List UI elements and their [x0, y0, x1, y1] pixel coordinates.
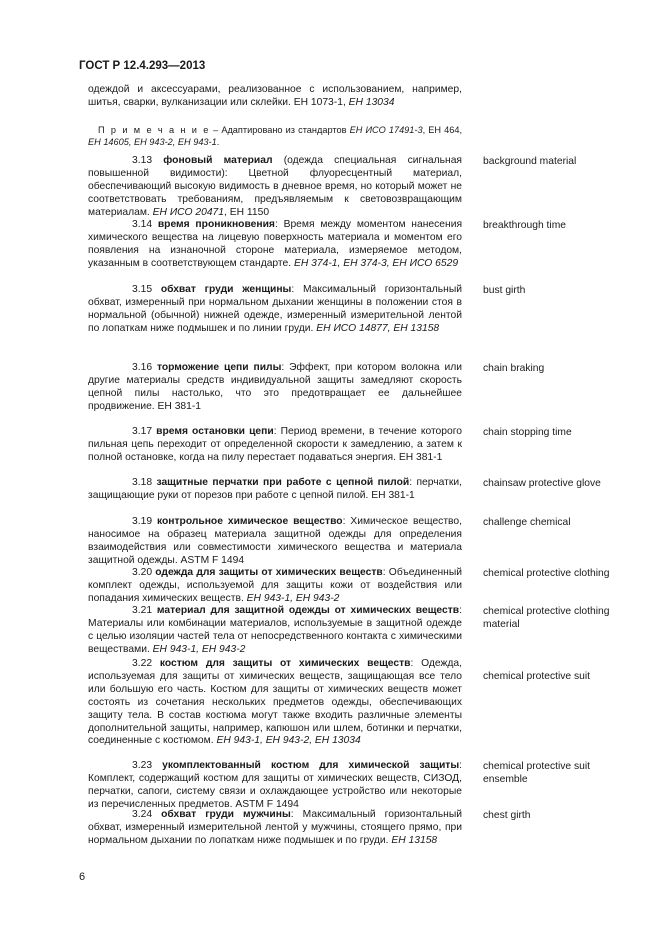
english-equivalent: chemical protective clothing material — [483, 606, 610, 630]
text-segment: одеждой и аксессуарами, реализованное с использованием, например, шитья, сварки, вулканизации или склейки. ЕН 1073-1, — [88, 84, 462, 109]
page-number: 6 — [79, 871, 86, 883]
english-equivalent: chemical protective suit — [483, 671, 591, 682]
term-name: контрольное химическое вещество — [156, 516, 343, 527]
standard-reference: ЕН 943-1, ЕН 943-2, ЕН 13034 — [216, 735, 361, 747]
text-segment: : Объединенный комплект одежды, используемой для защиты кожи от воздействия или попадания химических веществ. — [88, 567, 463, 604]
term-entry — [88, 284, 462, 336]
term-entry — [88, 760, 462, 812]
standard-reference: ЕН ИСО 17491-3 — [349, 125, 423, 135]
term-number: 3.18 — [132, 477, 157, 488]
term-number: 3.23 — [132, 760, 163, 771]
term-name: одежда для защиты от химических веществ — [155, 567, 383, 578]
standard-reference: ЕН ИСО 14877, ЕН 13158 — [316, 322, 440, 334]
term-entry — [88, 362, 462, 414]
term-name: укомплектованный костюм для химической защиты — [162, 760, 460, 771]
term-name: материал для защитной одежды от химических веществ — [156, 605, 460, 616]
text-segment: : Максимальный горизонтальный обхват, измеренный измерительной лентой у мужчины, стоящего прямо, при нормальном дыхании по лопаткам ниже подмышек и по груди. — [88, 809, 462, 846]
term-entry — [88, 809, 462, 848]
text-segment: – Адаптировано из стандартов — [209, 125, 350, 135]
text-segment: : Время между моментом нанесения химического вещества на лицевую поверхность материала и моментом его появления на изнаночной стороне материала, измеряемое методом, указанным в соответствующем стандарте. — [88, 219, 463, 269]
text-segment: . — [216, 137, 220, 148]
term-number: 3.21 — [132, 605, 157, 616]
term-name: время остановки цепи — [156, 426, 274, 437]
english-equivalent: bust girth — [483, 285, 526, 296]
english-equivalent: chemical protective clothing — [483, 568, 610, 579]
standard-reference: ЕН 943-1, ЕН 943-2 — [246, 592, 340, 604]
english-equivalent: breakthrough time — [483, 220, 566, 231]
term-entry — [88, 219, 462, 271]
term-entry — [88, 426, 462, 465]
standard-reference: ЕН 943-1, ЕН 943-2 — [152, 643, 246, 655]
term-entry — [88, 516, 462, 568]
english-equivalent: challenge chemical — [483, 517, 571, 528]
text-segment: : Эффект, при котором волокна или другие материалы средств индивидуальной защиты замедляют скорость цепной пилы настолько, что это предотвращает ее дальнейшее продвижение. ЕН 381-1 — [88, 362, 462, 412]
standard-reference: ЕН 13158 — [391, 834, 438, 846]
intro-paragraph — [88, 83, 462, 109]
term-name: время проникновения — [157, 219, 275, 230]
english-equivalent: chain stopping time — [483, 427, 572, 438]
term-number: 3.14 — [132, 219, 158, 230]
term-entry — [88, 477, 462, 503]
term-name: фоновый материал — [163, 155, 273, 166]
standard-reference: ЕН ИСО 20471 — [152, 206, 225, 218]
term-name: торможение цепи пилы — [156, 362, 282, 373]
english-equivalent: chain braking — [483, 363, 545, 374]
english-equivalent: chainsaw protective glove — [483, 478, 601, 489]
term-number: 3.24 — [132, 809, 162, 820]
text-segment: : перчатки, защищающие руки от порезов при работе с цепной пилой. ЕН 381-1 — [88, 477, 462, 501]
document-header: ГОСТ Р 12.4.293—2013 — [79, 60, 206, 72]
text-segment: : Химическое вещество, наносимое на образец материала защитной одежды для определения взаимодействия или совместимости химического вещества и материала защитной одежды. ASTM F 1494 — [88, 516, 462, 566]
text-segment: П р и м е ч а н и е — [98, 125, 210, 135]
term-entry — [88, 155, 462, 220]
standard-reference: ЕН 374-1, ЕН 374-3, ЕН ИСО 6529 — [293, 257, 459, 269]
standard-reference: ЕН 14605, ЕН 943-2, ЕН 943-1 — [88, 137, 217, 148]
english-equivalent: background material — [483, 156, 577, 167]
text-segment: : Период времени, в течение которого пильная цепь переходит от определенной скорости к замедлению, а затем к полной остановке, когда на пилу перестает подаваться энергия. ЕН 381-1 — [88, 426, 462, 463]
text-segment: (одежда специальная сигнальная повышенной видимости): Цветной флуоресцентный материал, обеспечивающий высокую видимость в дневное время, но который может не соответствовать требованиям, предъявляемым к световозвращающим материалам. — [88, 155, 463, 218]
term-number: 3.22 — [132, 658, 160, 669]
term-entry — [88, 658, 462, 748]
term-number: 3.16 — [132, 362, 157, 373]
term-number: 3.20 — [132, 567, 156, 578]
term-entry — [88, 567, 462, 606]
english-equivalent: chest girth — [483, 810, 531, 821]
note-paragraph — [88, 124, 462, 149]
term-number: 3.19 — [132, 516, 157, 527]
text-segment: , ЕН 464, — [422, 125, 463, 135]
term-name: костюм для защиты от химических веществ — [159, 658, 411, 669]
text-segment: : Комплект, содержащий костюм для защиты от химических веществ, СИЗОД, перчатки, сапоги, систему связи и охлаждающее устройство или некоторые из перечисленных предметов. ASTM F 1494 — [88, 760, 462, 810]
standard-reference: ЕН 13034 — [348, 97, 395, 109]
text-segment: : Материалы или комбинации материалов, используемые в защитной одежде с целью изоляции частей тела от непосредственного контакта с химическими веществами. — [88, 605, 462, 655]
term-number: 3.15 — [132, 284, 161, 295]
english-equivalent: chemical protective suit ensemble — [483, 761, 591, 785]
text-segment: , ЕН 1150 — [224, 206, 270, 218]
term-name: защитные перчатки при работе с цепной пилой — [156, 477, 410, 488]
text-segment: : Одежда, используемая для защиты от химических веществ, защищающая все тело или большую его часть. Костюм для защиты от химических веществ может состоять из сочетания нескольких предметов одежды, обеспечивающих защиту тела. В состав костюма могут также входить различные элементы дополнительной защиты, например, капюшон или шлем, ботинки и перчатки, соединенные с костюмом. — [88, 658, 462, 747]
term-name: обхват груди женщины — [160, 284, 292, 295]
term-number: 3.13 — [132, 155, 164, 166]
term-entry — [88, 605, 462, 657]
term-name: обхват груди мужчины — [161, 809, 291, 820]
term-number: 3.17 — [132, 426, 157, 437]
text-segment: : Максимальный горизонтальный обхват, измеренный при нормальном дыхании женщины в положении стоя в нормальной (обычной) нижней одежде, измеренный измерительной лентой по лопаткам ниже подмышек и по линии груди. — [88, 284, 462, 334]
